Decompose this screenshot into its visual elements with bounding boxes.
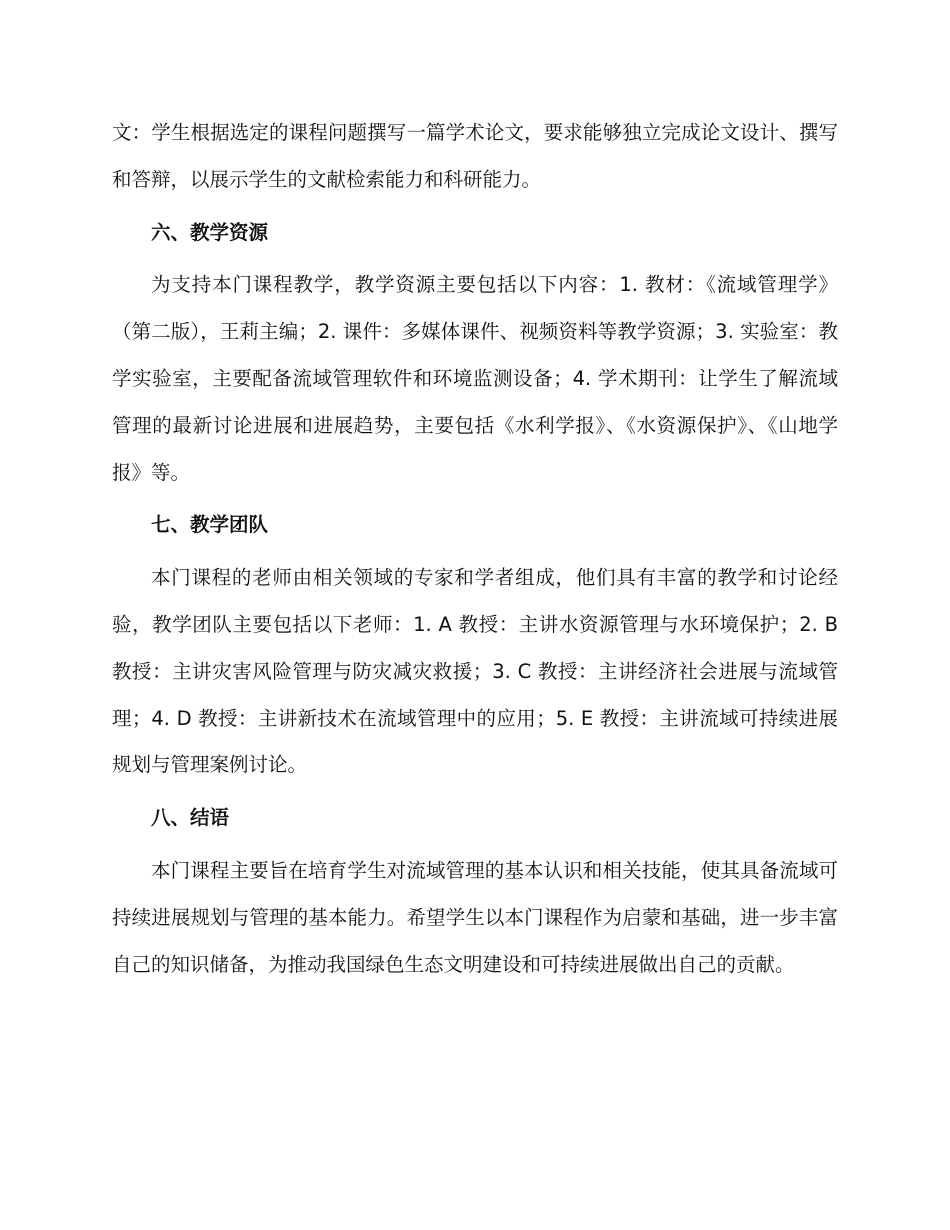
section-heading: 七、教学团队: [151, 513, 269, 537]
section-heading: 六、教学资源: [151, 220, 269, 244]
section-teaching-team: [112, 502, 838, 789]
intro-continuation-paragraph: 文：学生根据选定的课程问题撰写一篇学术论文，要求能够独立完成论文设计、撰写和答辩，以展示学生的文献检索能力和科研能力。: [112, 121, 838, 191]
section-heading: 八、结语: [151, 806, 230, 830]
section-paragraph: 本门课程的老师由相关领域的专家和学者组成，他们具有丰富的教学和讨论经验，教学团队主要包括以下老师：1. A 教授：主讲水资源管理与水环境保护；2. B 教授：主讲灾害风险管理与防灾减灾救援；3. C 教授：主讲经济社会进展与流域管理；4. D 教授：主讲新技术在流域管理中的应用；5. E 教授：主讲流域可持续进展规划与管理案例讨论。: [112, 566, 838, 777]
section-conclusion: [112, 795, 838, 988]
section-teaching-resources: [112, 210, 838, 497]
section-paragraph: 本门课程主要旨在培育学生对流域管理的基本认识和相关技能，使其具备流域可持续进展规划与管理的基本能力。希望学生以本门课程作为启蒙和基础，进一步丰富自己的知识储备，为推动我国绿色生态文明建设和可持续进展做出自己的贡献。: [112, 858, 838, 976]
section-paragraph: 为支持本门课程教学，教学资源主要包括以下内容：1. 教材：《流域管理学》（第二版），王莉主编；2. 课件：多媒体课件、视频资料等教学资源；3. 实验室：教学实验室，主要配备流域管理软件和环境监测设备；4. 学术期刊：让学生了解流域管理的最新讨论进展和进展趋势，主要包括《水利学报》、《水资源保护》、《山地学报》等。: [112, 273, 838, 484]
